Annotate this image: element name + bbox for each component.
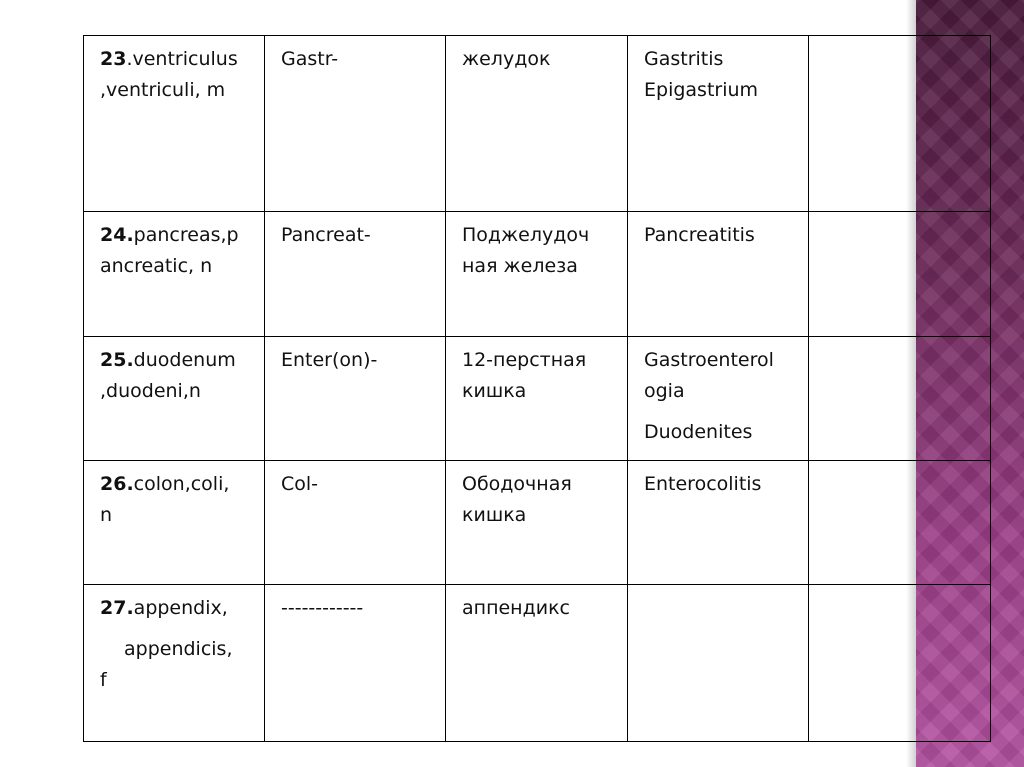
terms-cell bbox=[628, 337, 809, 461]
russian-cell bbox=[446, 585, 628, 742]
table-row bbox=[84, 337, 991, 461]
russian-line: Поджелудоч bbox=[462, 224, 590, 246]
root-cell bbox=[265, 337, 446, 461]
empty-cell bbox=[809, 585, 991, 742]
root-text: ------------ bbox=[281, 597, 364, 619]
latin-line: ,ventriculi, m bbox=[100, 79, 226, 101]
latin-line: appendicis, bbox=[124, 638, 233, 660]
russian-line: кишка bbox=[462, 504, 527, 526]
latin-line: appendix, bbox=[133, 597, 228, 619]
term-line: Gastritis bbox=[644, 48, 724, 70]
latin-term-cell bbox=[84, 337, 265, 461]
row-number: 27. bbox=[100, 597, 134, 619]
vocabulary-table bbox=[83, 35, 991, 742]
empty-cell bbox=[809, 461, 991, 585]
table-row bbox=[84, 36, 991, 212]
table-row bbox=[84, 585, 991, 742]
russian-line: ная железа bbox=[462, 255, 578, 277]
russian-cell bbox=[446, 212, 628, 337]
table-row bbox=[84, 461, 991, 585]
term-line: Duodenites bbox=[644, 421, 753, 443]
empty-cell bbox=[809, 337, 991, 461]
term-line: Pancreatitis bbox=[644, 224, 755, 246]
russian-line: Ободочная bbox=[462, 473, 572, 495]
latin-line: pancreas,p bbox=[133, 224, 239, 246]
terms-cell bbox=[628, 36, 809, 212]
terms-cell bbox=[628, 461, 809, 585]
term-line: ogia bbox=[644, 380, 685, 402]
russian-line: кишка bbox=[462, 380, 527, 402]
table-row bbox=[84, 212, 991, 337]
terms-cell bbox=[628, 212, 809, 337]
root-cell bbox=[265, 212, 446, 337]
russian-line: аппендикс bbox=[462, 597, 571, 619]
russian-line: желудок bbox=[462, 48, 551, 70]
latin-line: colon,coli, bbox=[133, 473, 230, 495]
russian-cell bbox=[446, 461, 628, 585]
terms-cell bbox=[628, 585, 809, 742]
latin-term-cell bbox=[84, 212, 265, 337]
root-text: Col- bbox=[281, 473, 319, 495]
empty-cell bbox=[809, 36, 991, 212]
term-line: Enterocolitis bbox=[644, 473, 762, 495]
empty-cell bbox=[809, 212, 991, 337]
term-line: Gastroenterol bbox=[644, 349, 774, 371]
row-number: 23 bbox=[100, 48, 127, 70]
russian-line: 12-перстная bbox=[462, 349, 587, 371]
root-cell bbox=[265, 585, 446, 742]
latin-line: n bbox=[100, 504, 113, 526]
root-text: Pancreat- bbox=[281, 224, 371, 246]
root-text: Gastr- bbox=[281, 48, 339, 70]
latin-term-cell bbox=[84, 461, 265, 585]
root-cell bbox=[265, 461, 446, 585]
term-line: Epigastrium bbox=[644, 79, 759, 101]
russian-cell bbox=[446, 337, 628, 461]
root-cell bbox=[265, 36, 446, 212]
latin-line: ancreatic, n bbox=[100, 255, 213, 277]
root-text: Enter(on)- bbox=[281, 349, 378, 371]
latin-line: ,duodeni,n bbox=[100, 380, 201, 402]
russian-cell bbox=[446, 36, 628, 212]
latin-term-cell bbox=[84, 36, 265, 212]
latin-line: .ventriculus bbox=[126, 48, 238, 70]
latin-line: f bbox=[100, 669, 107, 691]
row-number: 26. bbox=[100, 473, 134, 495]
latin-term-cell bbox=[84, 585, 265, 742]
latin-line: duodenum bbox=[133, 349, 236, 371]
row-number: 24. bbox=[100, 224, 134, 246]
row-number: 25. bbox=[100, 349, 134, 371]
